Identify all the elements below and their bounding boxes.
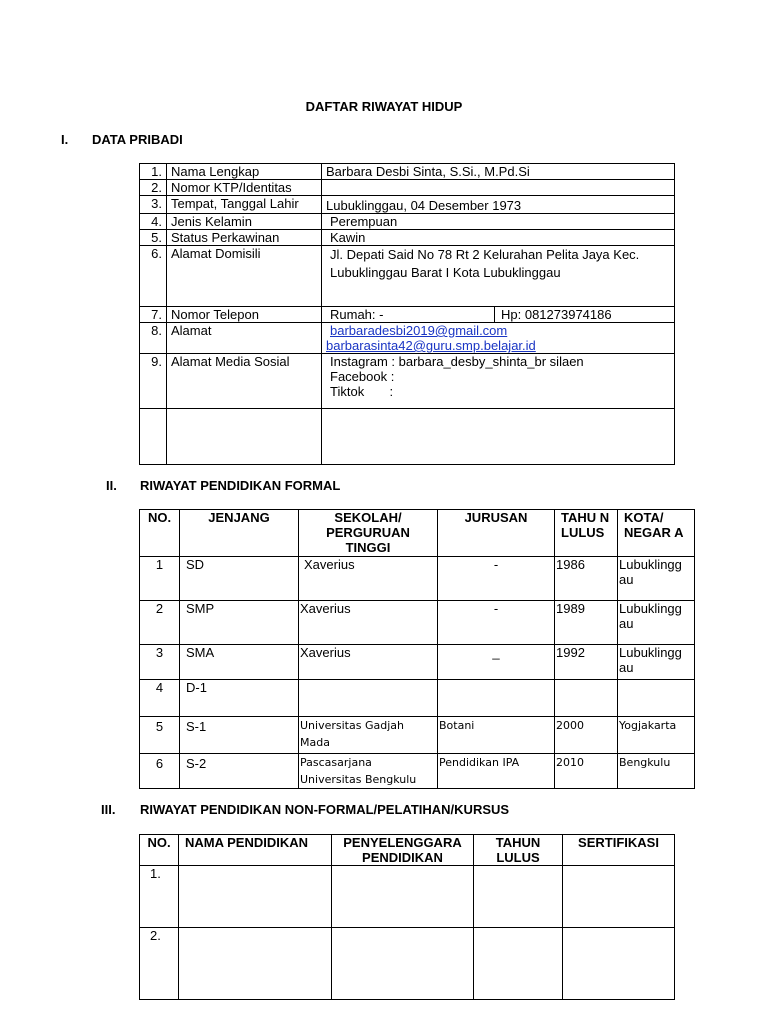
table-row: [140, 754, 695, 789]
table-row: [140, 601, 695, 645]
kota-cell: Yogjakarta: [618, 717, 695, 754]
table-row: [140, 323, 675, 354]
table-row: [140, 214, 675, 230]
email-link-secondary[interactable]: barbarasinta42@guru.smp.belajar.id: [326, 338, 536, 353]
sekolah-cell: Xaverius: [299, 645, 438, 680]
jenjang-cell: S-1: [180, 717, 299, 754]
tahun-cell: 1986: [555, 557, 618, 601]
tahun-cell: [474, 928, 563, 1000]
field-label: Jenis Kelamin: [167, 214, 322, 230]
tahun-cell: 1992: [555, 645, 618, 680]
table-row: [140, 717, 695, 754]
column-header-sekolah: SEKOLAH/ PERGURUAN TINGGI: [299, 510, 438, 557]
data-pribadi-table: [139, 163, 675, 465]
row-number: 7.: [140, 307, 167, 323]
row-number: 1.: [140, 866, 179, 928]
phone-mobile: Hp: 081273974186: [495, 307, 675, 323]
row-number: 1: [140, 557, 180, 601]
social-media-cell: [322, 354, 675, 409]
field-label: Status Perkawinan: [167, 230, 322, 246]
tahun-cell: [474, 866, 563, 928]
section-heading-pendidikan-formal: [106, 478, 506, 494]
phone-home: Rumah: -: [322, 307, 495, 323]
row-number: 6: [140, 754, 180, 789]
table-row: [140, 928, 675, 1000]
row-number: 4.: [140, 214, 167, 230]
kota-cell: Lubuklingg au: [618, 557, 695, 601]
sertifikasi-cell: [563, 866, 675, 928]
section-label: RIWAYAT PENDIDIKAN NON-FORMAL/PELATIHAN/KURSUS: [140, 802, 510, 817]
sekolah-cell: Universitas Gadjah Mada: [299, 717, 438, 754]
row-number: 3: [140, 645, 180, 680]
table-row: [140, 645, 695, 680]
sekolah-cell: [299, 680, 438, 717]
instagram-handle: Instagram : barbara_desby_shinta_br silaen: [330, 354, 584, 369]
section-heading-pendidikan-nonformal: [101, 802, 601, 818]
column-header-penyelenggara: PENYELENGGARA PENDIDIKAN: [332, 835, 474, 866]
column-header-jurusan: JURUSAN: [438, 510, 555, 557]
row-number: 8.: [140, 323, 167, 354]
row-number: 2: [140, 601, 180, 645]
column-header-no: NO.: [140, 510, 180, 557]
field-label: Alamat Media Sosial: [167, 354, 322, 409]
row-number: 1.: [140, 164, 167, 180]
field-value: [322, 180, 675, 196]
table-row: [140, 230, 675, 246]
kota-cell: Bengkulu: [618, 754, 695, 789]
tahun-cell: [555, 680, 618, 717]
column-header-tahun: TAHUN LULUS: [474, 835, 563, 866]
table-row: [140, 557, 695, 601]
jenjang-cell: D-1: [180, 680, 299, 717]
table-header-row: [140, 835, 675, 866]
nama-cell: [179, 928, 332, 1000]
table-row: [140, 180, 675, 196]
row-number: 6.: [140, 246, 167, 307]
table-row-empty: [140, 409, 675, 465]
column-header-tahun: TAHU N LULUS: [555, 510, 618, 557]
tahun-cell: 1989: [555, 601, 618, 645]
pendidikan-nonformal-table: [139, 834, 675, 1000]
document-title: DAFTAR RIWAYAT HIDUP: [305, 99, 463, 114]
field-label: Nomor Telepon: [167, 307, 322, 323]
section-label: RIWAYAT PENDIDIKAN FORMAL: [140, 478, 341, 493]
field-label: Nomor KTP/Identitas: [167, 180, 322, 196]
penyelenggara-cell: [332, 866, 474, 928]
table-row: [140, 164, 675, 180]
table-row: [140, 307, 675, 323]
pendidikan-formal-table: [139, 509, 695, 789]
jurusan-cell: Pendidikan IPA: [438, 754, 555, 789]
column-header-nama: NAMA PENDIDIKAN: [179, 835, 332, 866]
table-row: [140, 680, 695, 717]
row-number: 9.: [140, 354, 167, 409]
column-header-jenjang: JENJANG: [180, 510, 299, 557]
email-link-primary[interactable]: barbaradesbi2019@gmail.com: [330, 323, 508, 338]
row-number: 5.: [140, 230, 167, 246]
section-heading-data-pribadi: [61, 132, 361, 148]
section-number: II.: [106, 478, 117, 493]
jurusan-cell: [438, 680, 555, 717]
section-number: III.: [101, 802, 116, 817]
row-number: 2.: [140, 180, 167, 196]
empty-cell: [167, 409, 322, 465]
nama-cell: [179, 866, 332, 928]
section-number: I.: [61, 132, 69, 147]
field-value: Lubuklinggau, 04 Desember 1973: [322, 196, 675, 214]
row-number: 3.: [140, 196, 167, 214]
tiktok-handle: Tiktok :: [330, 384, 394, 399]
section-label: DATA PRIBADI: [92, 132, 183, 147]
sekolah-cell: Pascasarjana Universitas Bengkulu: [299, 754, 438, 789]
table-row: [140, 866, 675, 928]
sekolah-cell: Xaverius: [299, 601, 438, 645]
row-number: 4: [140, 680, 180, 717]
field-value: Jl. Depati Said No 78 Rt 2 Kelurahan Pelita Jaya Kec. Lubuklinggau Barat I Kota Lubuklinggau: [322, 246, 675, 307]
jenjang-cell: SMP: [180, 601, 299, 645]
field-value: Perempuan: [322, 214, 675, 230]
empty-cell: [322, 409, 675, 465]
tahun-cell: 2010: [555, 754, 618, 789]
sertifikasi-cell: [563, 928, 675, 1000]
penyelenggara-cell: [332, 928, 474, 1000]
table-row: [140, 246, 675, 307]
field-label: Alamat: [167, 323, 322, 354]
column-header-kota: KOTA/ NEGAR A: [618, 510, 695, 557]
table-header-row: [140, 510, 695, 557]
field-label: Nama Lengkap: [167, 164, 322, 180]
table-row: [140, 354, 675, 409]
jurusan-cell: _: [438, 645, 555, 680]
kota-cell: Lubuklingg au: [618, 645, 695, 680]
jenjang-cell: SD: [180, 557, 299, 601]
facebook-handle: Facebook :: [330, 369, 395, 384]
field-label: Alamat Domisili: [167, 246, 322, 307]
column-header-sertifikasi: SERTIFIKASI: [563, 835, 675, 866]
email-cell: [322, 323, 675, 354]
kota-cell: [618, 680, 695, 717]
jenjang-cell: S-2: [180, 754, 299, 789]
jurusan-cell: -: [438, 557, 555, 601]
jurusan-cell: Botani: [438, 717, 555, 754]
column-header-no: NO.: [140, 835, 179, 866]
table-row: [140, 196, 675, 214]
field-value: Barbara Desbi Sinta, S.Si., M.Pd.Si: [322, 164, 675, 180]
field-value: Kawin: [322, 230, 675, 246]
row-number: 5: [140, 717, 180, 754]
row-number: 2.: [140, 928, 179, 1000]
tahun-cell: 2000: [555, 717, 618, 754]
empty-cell: [140, 409, 167, 465]
field-label: Tempat, Tanggal Lahir: [167, 196, 322, 214]
sekolah-cell: Xaverius: [299, 557, 438, 601]
jenjang-cell: SMA: [180, 645, 299, 680]
kota-cell: Lubuklingg au: [618, 601, 695, 645]
jurusan-cell: -: [438, 601, 555, 645]
